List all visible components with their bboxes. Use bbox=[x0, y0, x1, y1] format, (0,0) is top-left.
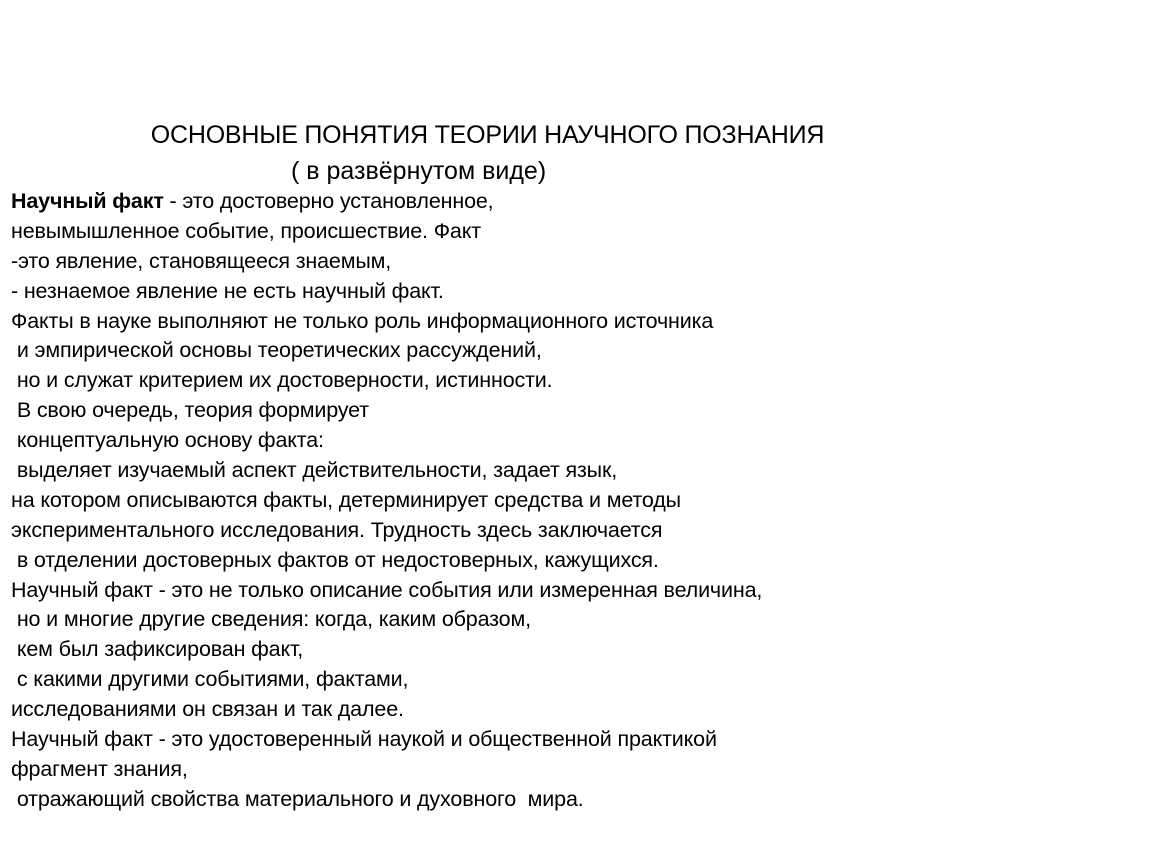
body-line: кем был зафиксирован факт, bbox=[11, 637, 304, 662]
body-line: с какими другими событиями, фактами, bbox=[11, 667, 409, 692]
body-line: экспериментального исследования. Трудность здесь заключается bbox=[11, 517, 663, 542]
body-line: в отделении достоверных фактов от недостоверных, кажущихся. bbox=[11, 547, 659, 572]
body-line: исследованиями он связан и так далее. bbox=[11, 697, 404, 722]
body-line-first bbox=[11, 187, 762, 217]
body-text bbox=[11, 187, 762, 815]
body-line: отражающий свойства материального и духовного мира. bbox=[11, 786, 584, 811]
body-line: фрагмент знания, bbox=[11, 756, 188, 781]
body-line: но и служат критерием их достоверности, истинности. bbox=[11, 368, 553, 393]
slide-subtitle: ( в развёрнутом виде) bbox=[291, 157, 547, 185]
body-line: Факты в науке выполняют не только роль информационного источника bbox=[11, 308, 714, 333]
body-line: концептуальную основу факта: bbox=[11, 428, 324, 453]
body-line: невымышленное событие, происшествие. Факт bbox=[11, 218, 481, 243]
body-line: В свою очередь, теория формирует bbox=[11, 398, 369, 423]
body-line: Научный факт - это удостоверенный наукой и общественной практикой bbox=[11, 727, 717, 752]
slide-title: ОСНОВНЫЕ ПОНЯТИЯ ТЕОРИИ НАУЧНОГО ПОЗНАНИЯ bbox=[150, 121, 825, 149]
first-line-rest: - это достоверно установленное, bbox=[163, 189, 494, 213]
term-scientific-fact: Научный факт bbox=[11, 189, 164, 213]
body-line: - незнаемое явление не есть научный факт. bbox=[11, 278, 444, 303]
body-line: выделяет изучаемый аспект действительности, задает язык, bbox=[11, 458, 618, 483]
body-line: Научный факт - это не только описание события или измеренная величина, bbox=[11, 577, 763, 602]
body-line: -это явление, становящееся знаемым, bbox=[11, 248, 392, 273]
body-line: и эмпирической основы теоретических рассуждений, bbox=[11, 338, 542, 363]
body-line: на котором описываются факты, детерминирует средства и методы bbox=[11, 487, 681, 512]
body-line: но и многие другие сведения: когда, каким образом, bbox=[11, 607, 531, 632]
